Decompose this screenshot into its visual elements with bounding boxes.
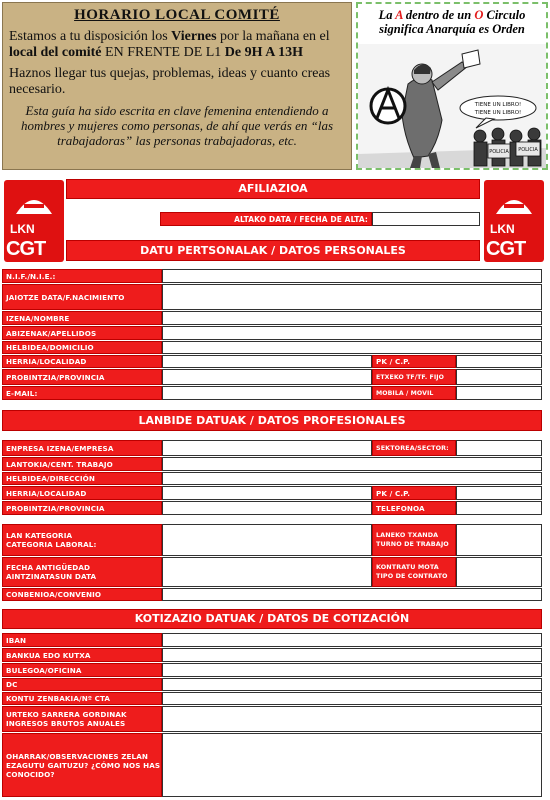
work-province-field[interactable] [162, 501, 372, 515]
job-category-label [2, 524, 162, 556]
nif-label: N.I.F./N.I.E.: [2, 269, 162, 283]
job-category-label-line1: LAN KATEGORIA [6, 531, 73, 540]
job-category-field[interactable] [162, 524, 372, 556]
locality-field[interactable] [162, 355, 372, 368]
home-phone-label: ETXEKO TF/TF. FIJO [372, 369, 456, 385]
schedule-text-part: EN FRENTE DE L1 [101, 45, 225, 60]
bubble-text-2: TIENE UN LIBRO! [474, 110, 522, 116]
anarchy-comic [356, 2, 548, 170]
work-locality-label: HERRIA/LOCALIDAD [2, 486, 162, 500]
complaints-text: Haznos llegar tus quejas, problemas, ideas y cuanto creas necesario. [9, 66, 331, 97]
office-label: BULEGOA/OFICINA [2, 663, 162, 677]
schedule-day: Viernes [171, 29, 217, 44]
sector-label: SEKTOREA/SECTOR: [372, 440, 456, 456]
schedule-text [9, 29, 345, 61]
contract-type-label-line1: KONTRATU MOTA [376, 563, 439, 571]
nif-field[interactable] [162, 269, 542, 283]
work-shift-label-line1: LANEKO TXANDA [376, 531, 439, 539]
company-field[interactable] [162, 440, 372, 456]
mobile-field[interactable] [456, 386, 542, 400]
caption-part: La [378, 8, 396, 22]
mobile-label: MOBILA / MOVIL [372, 386, 456, 400]
account-number-field[interactable] [162, 692, 542, 705]
cgt-logo-lkn: LKN [490, 222, 515, 236]
work-shift-label [372, 524, 456, 556]
job-category-label-line2: CATEGORIA LABORAL: [6, 540, 97, 549]
address-field[interactable] [162, 341, 542, 354]
fecha-alta-field[interactable] [372, 212, 480, 226]
postal-code-label: PK / C.P. [372, 355, 456, 368]
gender-note: Esta guía ha sido escrita en clave femenina entendiendo a hombres y mujeres como personas, de ahí que verás en “las trabajadoras” las personas trabajadoras, etc. [20, 103, 334, 148]
agreement-label: CONBENIOA/CONVENIO [2, 588, 162, 601]
cgt-logo-left [2, 178, 66, 264]
work-address-label: HELBIDEA/DIRECCIÓN [2, 472, 162, 485]
work-shift-label-line2: TURNO DE TRABAJO [376, 540, 449, 548]
annual-income-label-line1: URTEKO SARRERA GORDINAK [6, 710, 127, 719]
personal-data-header: DATU PERTSONALAK / DATOS PERSONALES [66, 240, 480, 261]
caption-o-letter: O [474, 8, 484, 22]
work-locality-field[interactable] [162, 486, 372, 500]
sector-field[interactable] [456, 440, 542, 456]
iban-field[interactable] [162, 633, 542, 647]
schedule-info-box [2, 2, 352, 170]
work-postal-code-label: PK / C.P. [372, 486, 456, 500]
annual-income-field[interactable] [162, 706, 542, 732]
comic-illustration [358, 44, 546, 170]
cgt-logo-cgt: CGT [486, 238, 526, 260]
bank-label: BANKUA EDO KUTXA [2, 648, 162, 662]
workplace-label: LANTOKIA/CENT. TRABAJO [2, 457, 162, 471]
observations-field[interactable] [162, 733, 542, 797]
cgt-logo-figure-icon [492, 184, 536, 218]
caption-line2: significa Anarquía es Orden [379, 22, 525, 36]
email-field[interactable] [162, 386, 372, 400]
fecha-alta-label: ALTAKO DATA / FECHA DE ALTA: [160, 212, 372, 226]
schedule-text-part: por la mañana en el [216, 29, 330, 44]
work-phone-field[interactable] [456, 501, 542, 515]
company-label: ENPRESA IZENA/EMPRESA [2, 440, 162, 456]
bubble-text-1: TIENE UN LIBRO! [474, 102, 522, 108]
comic-caption [358, 4, 546, 36]
seniority-field[interactable] [162, 557, 372, 587]
birth-date-label: JAIOTZE DATA/F.NACIMIENTO [2, 284, 162, 310]
cgt-logo-right [482, 178, 546, 264]
dc-label: DC [2, 678, 162, 691]
police-shield-text-2: POLICIA [518, 147, 538, 153]
province-label: PROBINTZIA/PROVINCIA [2, 369, 162, 385]
observations-label [2, 733, 162, 797]
name-label: IZENA/NOMBRE [2, 311, 162, 325]
schedule-hours: De 9H A 13H [224, 45, 303, 60]
schedule-text-part: Estamos a tu disposición los [9, 29, 172, 44]
work-phone-label: TELEFONOA [372, 501, 456, 515]
address-label: HELBIDEA/DOMICILIO [2, 341, 162, 354]
seniority-label [2, 557, 162, 587]
police-shield-text-1: POLICIA [489, 149, 509, 155]
cgt-logo-figure-icon [12, 184, 56, 218]
observations-label-line2: EZAGUTU GAITUZU? ¿CÓMO NOS HAS [6, 760, 161, 770]
contribution-data-header: KOTIZAZIO DATUAK / DATOS DE COTIZACIÓN [2, 609, 542, 629]
caption-part: dentro de un [402, 8, 475, 22]
caption-a-letter: A [395, 8, 403, 22]
seniority-label-line2: AINTZINATASUN DATA [6, 572, 97, 581]
seniority-label-line1: FECHA ANTIGÜEDAD [6, 563, 91, 572]
dc-field[interactable] [162, 678, 542, 691]
professional-data-header: LANBIDE DATUAK / DATOS PROFESIONALES [2, 410, 542, 431]
work-shift-field[interactable] [456, 524, 542, 556]
observations-label-line1: OHARRAK/OBSERVACIONES ZELAN [6, 751, 149, 761]
home-phone-field[interactable] [456, 369, 542, 385]
schedule-place: local del comité [9, 45, 102, 60]
observations-label-line3: CONOCIDO? [6, 769, 55, 779]
annual-income-label-line2: INGRESOS BRUTOS ANUALES [6, 719, 126, 728]
office-field[interactable] [162, 663, 542, 677]
contract-type-label [372, 557, 456, 587]
locality-label: HERRIA/LOCALIDAD [2, 355, 162, 368]
iban-label: IBAN [2, 633, 162, 647]
cgt-logo-lkn: LKN [10, 222, 35, 236]
email-label: E-MAIL: [2, 386, 162, 400]
contract-type-label-line2: TIPO DE CONTRATO [376, 572, 448, 580]
contract-type-field[interactable] [456, 557, 542, 587]
bank-field[interactable] [162, 648, 542, 662]
surname-field[interactable] [162, 326, 542, 340]
birth-date-field[interactable] [162, 284, 542, 310]
work-address-field[interactable] [162, 472, 542, 485]
annual-income-label [2, 706, 162, 732]
province-field[interactable] [162, 369, 372, 385]
account-number-label: KONTU ZENBAKIA/Nº CTA [2, 692, 162, 705]
agreement-field[interactable] [162, 588, 542, 601]
cgt-logo-cgt: CGT [6, 238, 46, 260]
caption-part: Circulo [483, 8, 526, 22]
work-postal-code-field[interactable] [456, 486, 542, 500]
afiliazioa-header: AFILIAZIOA [66, 179, 480, 199]
work-province-label: PROBINTZIA/PROVINCIA [2, 501, 162, 515]
workplace-field[interactable] [162, 457, 542, 471]
schedule-title: HORARIO LOCAL COMITÉ [74, 7, 280, 23]
postal-code-field[interactable] [456, 355, 542, 368]
surname-label: ABIZENAK/APELLIDOS [2, 326, 162, 340]
name-field[interactable] [162, 311, 542, 325]
